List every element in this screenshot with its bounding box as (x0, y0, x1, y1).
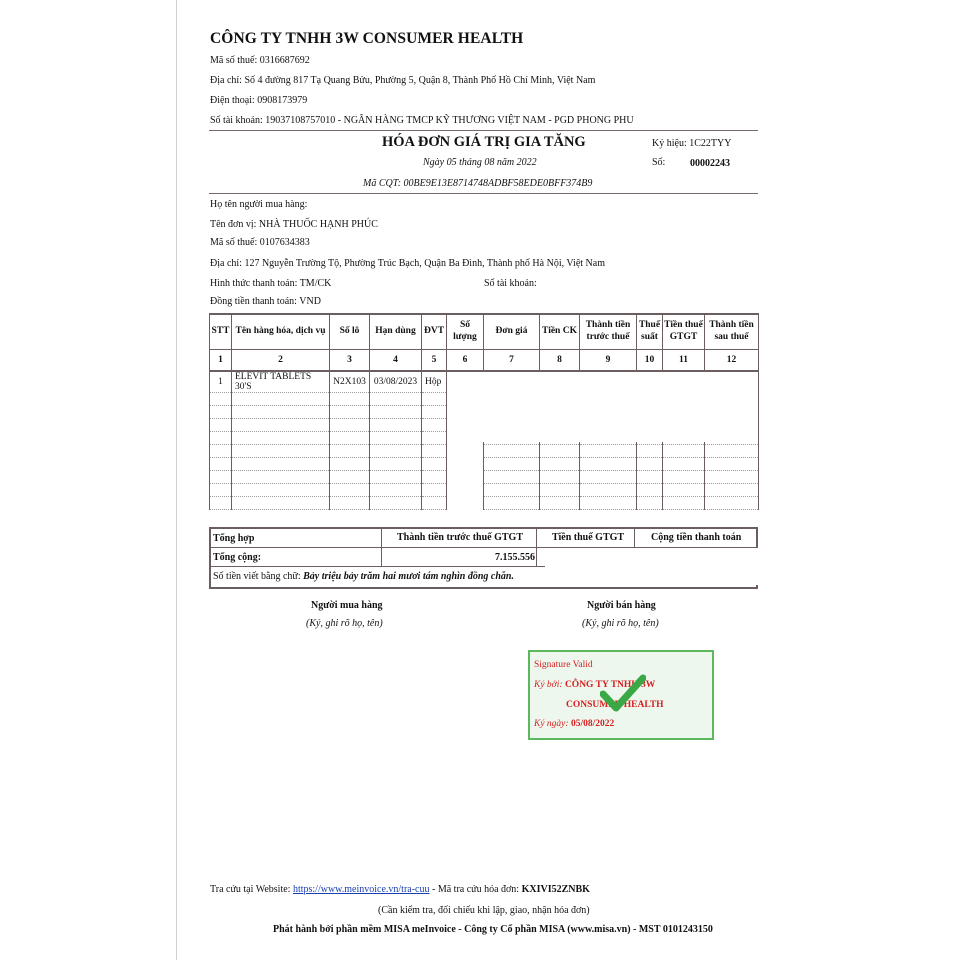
table-row (210, 458, 759, 471)
summary-words: Bảy triệu bảy trăm hai mươi tám nghìn đồng chẵn. (303, 571, 514, 582)
buyer-currency-label: Đồng tiền thanh toán: (210, 296, 297, 307)
footer-check-note: (Cần kiểm tra, đối chiếu khi lập, giao, nhận hóa đơn) (378, 905, 590, 916)
invoice-title: HÓA ĐƠN GIÁ TRỊ GIA TĂNG (382, 134, 586, 150)
seller-signature-title: Người bán hàng (587, 600, 656, 611)
seller-account-label: Số tài khoản: (210, 115, 263, 126)
redaction-area (447, 442, 483, 522)
signed-by-label: Ký bởi: (534, 680, 563, 690)
signed-by-name-1: CÔNG TY TNHH 3W (564, 680, 656, 690)
buyer-payment: TM/CK (299, 278, 332, 289)
signed-date-label: Ký ngày: (534, 719, 569, 729)
col-number: 9 (580, 349, 637, 371)
seller-tax-code: 0316687692 (259, 55, 310, 66)
buyer-payment-label: Hình thức thanh toán: (210, 278, 298, 289)
buyer-unit-line (210, 219, 378, 230)
summary-divider (381, 529, 382, 567)
seller-company-name: CÔNG TY TNHH 3W CONSUMER HEALTH (210, 30, 524, 47)
col-number: 12 (705, 349, 759, 371)
buyer-signature-title: Người mua hàng (311, 600, 383, 611)
col-header: Tiền thuế GTGT (663, 314, 705, 349)
summary-pretax-label: Thành tiền trước thuế GTGT (397, 532, 523, 543)
col-number: 2 (232, 349, 330, 371)
buyer-tax-code: 0107634383 (259, 237, 310, 248)
footer-lookup-prefix: Tra cứu tại Website: (210, 884, 291, 895)
seller-address: Số 4 đường 817 Tạ Quang Bửu, Phường 5, Quận 8, Thành Phố Hồ Chí Minh, Việt Nam (244, 75, 596, 86)
footer-issuer: Phát hành bởi phần mềm MISA meInvoice - Công ty Cổ phần MISA (www.misa.vn) - MST 0101243150 (273, 924, 713, 935)
col-header: Thành tiền trước thuế (580, 314, 637, 349)
buyer-currency-line (210, 296, 321, 307)
buyer-address-line (210, 258, 605, 269)
seller-account: 19037108757010 - NGÂN HÀNG TMCP KỸ THƯƠNG VIỆT NAM - PGD PHONG PHU (265, 115, 634, 126)
summary-total-pretax: 7.155.556 (495, 552, 535, 563)
col-header: ĐVT (422, 314, 447, 349)
header-divider (209, 130, 758, 131)
summary-group-label: Tổng hợp (213, 533, 255, 544)
summary-divider (634, 529, 635, 548)
col-header: Hạn dùng (370, 314, 422, 349)
seller-account-line (210, 115, 634, 126)
table-row (210, 471, 759, 484)
invoice-number: 00002243 (690, 158, 730, 169)
buyer-unit: NHÀ THUỐC HẠNH PHÚC (258, 219, 378, 230)
buyer-account-label: Số tài khoản: (484, 278, 537, 289)
title-divider (209, 193, 758, 194)
seller-tax-line (210, 55, 310, 66)
seller-tax-label: Mã số thuế: (210, 55, 258, 66)
buyer-signature-note: (Ký, ghi rõ họ, tên) (306, 618, 383, 629)
col-header: Thành tiền sau thuế (705, 314, 759, 349)
seller-phone-label: Điện thoại: (210, 95, 255, 106)
seller-phone-line (210, 95, 307, 106)
signed-by-name-2: CONSUMER HEALTH (566, 700, 664, 710)
summary-total-pay-label: Cộng tiền thanh toán (651, 532, 742, 543)
col-header: STT (210, 314, 232, 349)
page-left-edge (176, 0, 177, 960)
seller-signature-note: (Ký, ghi rõ họ, tên) (582, 618, 659, 629)
summary-divider (536, 529, 537, 567)
buyer-address-label: Địa chỉ: (210, 258, 242, 269)
seller-address-line (210, 75, 595, 86)
buyer-tax-label: Mã số thuế: (210, 237, 258, 248)
col-header: Tiền CK (540, 314, 580, 349)
invoice-number-label: Số: (652, 157, 666, 168)
col-number: 7 (484, 349, 540, 371)
summary-words-label: Số tiền viết bằng chữ: (213, 571, 301, 582)
column-number-row (210, 349, 759, 371)
col-number: 8 (540, 349, 580, 371)
col-number: 11 (663, 349, 705, 371)
col-number: 6 (447, 349, 484, 371)
buyer-name-label: Họ tên người mua hàng: (210, 199, 308, 210)
buyer-tax-line (210, 237, 310, 248)
signed-date: 05/08/2022 (570, 719, 615, 729)
col-header: Số lượng (447, 314, 484, 349)
col-header: Đơn giá (484, 314, 540, 349)
signature-valid: Signature Valid (534, 660, 593, 670)
table-row (210, 484, 759, 497)
invoice-symbol-label: Ký hiệu: (652, 138, 687, 149)
col-number: 3 (330, 349, 370, 371)
col-header: Thuế suất (637, 314, 663, 349)
cell-lot: N2X103 (330, 371, 370, 393)
lookup-website-link[interactable]: https://www.meinvoice.vn/tra-cuu (292, 884, 430, 895)
col-number: 1 (210, 349, 232, 371)
col-number: 10 (637, 349, 663, 371)
invoice-date: Ngày 05 tháng 08 năm 2022 (423, 157, 537, 168)
table-row (210, 445, 759, 458)
signed-date-line (534, 719, 614, 729)
footer-lookup-code: KXIVI52ZNBK (521, 884, 590, 895)
buyer-currency: VND (299, 296, 321, 307)
footer-lookup-code-label: - Mã tra cứu hóa đơn: (432, 884, 520, 895)
invoice-symbol: 1C22TYY (689, 138, 732, 149)
col-header: Tên hàng hóa, dịch vụ (232, 314, 330, 349)
invoice-symbol-line (652, 138, 731, 149)
col-number: 5 (422, 349, 447, 371)
table-row (210, 497, 759, 510)
table-header-row (210, 314, 759, 349)
redaction-area (447, 372, 758, 442)
digital-signature-box (528, 650, 714, 740)
buyer-unit-label: Tên đơn vị: (210, 219, 257, 230)
buyer-payment-line (210, 278, 331, 289)
checkmark-icon (600, 674, 646, 716)
cell-expiry: 03/08/2023 (370, 371, 422, 393)
summary-total-label: Tổng cộng: (213, 552, 262, 563)
footer-lookup-line (210, 884, 590, 895)
col-number: 4 (370, 349, 422, 371)
col-header: Số lô (330, 314, 370, 349)
cell-stt: 1 (210, 371, 232, 393)
summary-words-line (213, 571, 514, 582)
cell-product-name: ELEVIT TABLETS 30'S (232, 371, 330, 393)
seller-address-label: Địa chỉ: (210, 75, 242, 86)
summary-vat-label: Tiền thuế GTGT (552, 532, 625, 543)
buyer-address: 127 Nguyễn Trường Tộ, Phường Trúc Bạch, Quận Ba Đình, Thành phố Hà Nội, Việt Nam (244, 258, 605, 269)
cell-unit: Hộp (422, 371, 447, 393)
seller-phone: 0908173979 (257, 95, 308, 106)
invoice-cqt-code: Mã CQT: 00BE9E13E8714748ADBF58EDE0BFF374B9 (363, 178, 593, 189)
redaction-area (545, 548, 758, 585)
